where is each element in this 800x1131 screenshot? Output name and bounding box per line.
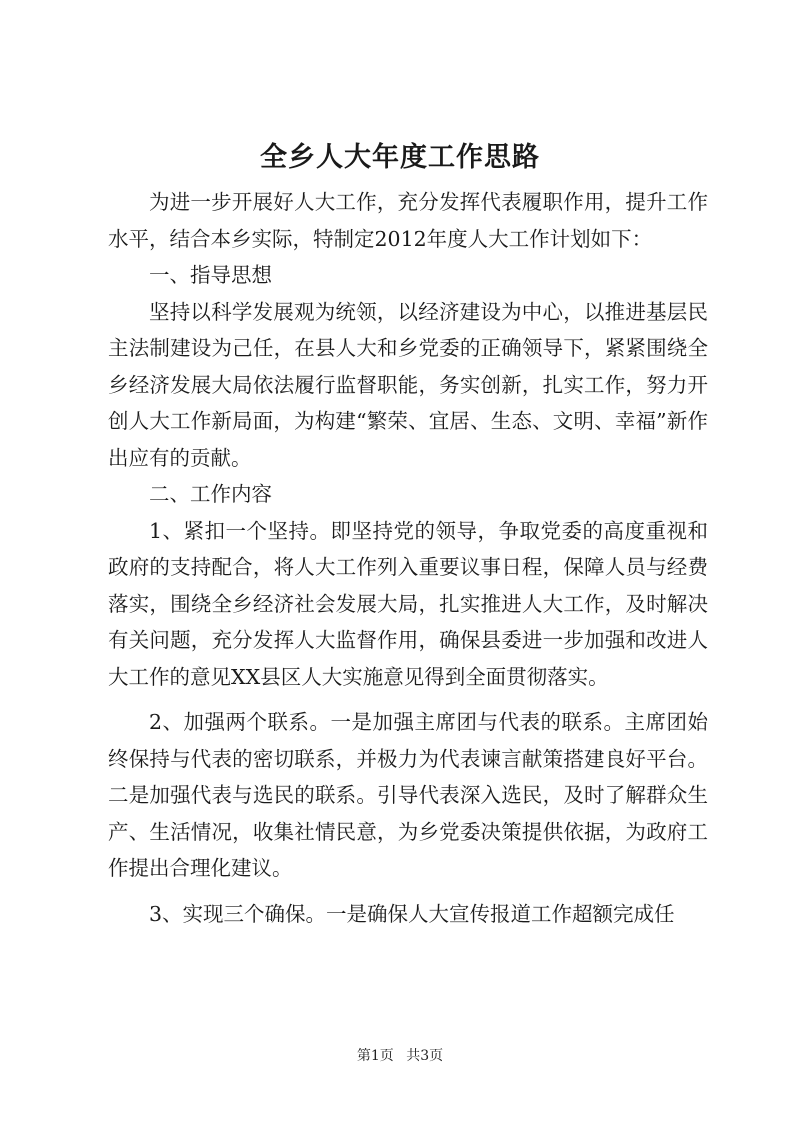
page-title: 全乡人大年度工作思路 <box>260 142 540 173</box>
page-total: 共3页 <box>406 1048 444 1064</box>
guiding-thought-paragraph: 坚持以科学发展观为统领，以经济建设为中心，以推进基层民主法制建设为己任，在县人大和乡党委的正确领导下，紧紧围绕全乡经济发展大局依法履行监督职能，务实创新，扎实工作，努力开创人大工作新局面，为构建“繁荣、宜居、生态、文明、幸福”新作出应有的贡献。 <box>108 299 708 470</box>
work-item-2-paragraph: 2、加强两个联系。一是加强主席团与代表的联系。主席团始终保持与代表的密切联系，并极力为代表谏言献策搭建良好平台。二是加强代表与选民的联系。引导代表深入选民，及时了解群众生产、生活情况，收集社情民意，为乡党委决策提供依据，为政府工作提出合理化建议。 <box>108 710 708 880</box>
section-heading-guiding-thought: 一、指导思想 <box>149 263 272 287</box>
intro-paragraph: 为进一步开展好人大工作，充分发挥代表履职作用，提升工作水平，结合本乡实际，特制定2012年度人大工作计划如下： <box>108 190 708 251</box>
document-body <box>108 184 708 932</box>
page-number: 第1页 <box>356 1048 394 1064</box>
work-item-1-paragraph: 1、紧扣一个坚持。即坚持党的领导，争取党委的高度重视和政府的支持配合，将人大工作列入重要议事日程，保障人员与经费落实，围绕全乡经济社会发展大局，扎实推进人大工作，及时解决有关问题，充分发挥人大监督作用，确保县委进一步加强和改进人大工作的意见XX县区人大实施意见得到全面贯彻落实。 <box>108 518 708 689</box>
section-heading-work-content: 二、工作内容 <box>149 482 272 506</box>
work-item-3-paragraph: 3、实现三个确保。一是确保人大宣传报道工作超额完成任 <box>149 901 675 926</box>
page-footer <box>0 1046 800 1066</box>
